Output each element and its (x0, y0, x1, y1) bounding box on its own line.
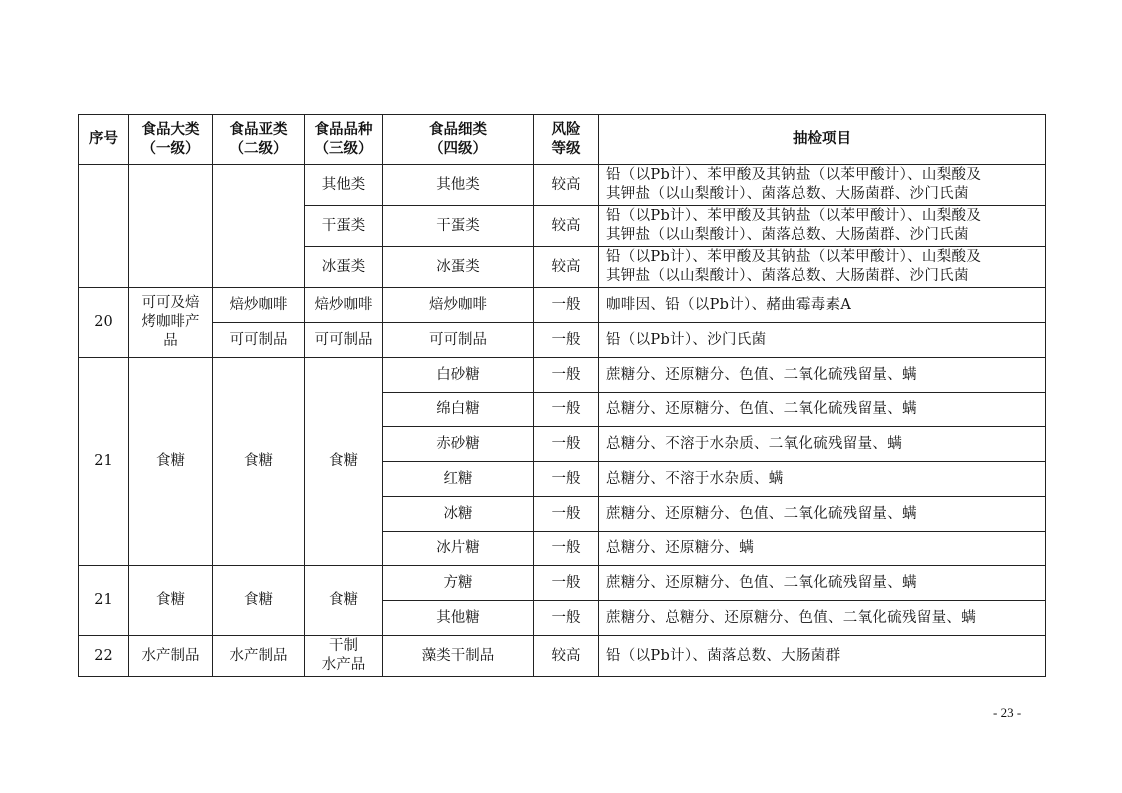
risk-cell: 较高 (534, 636, 599, 677)
risk-cell: 一般 (534, 532, 599, 566)
items-cell: 铅（以Pb计）、沙门氏菌 (599, 323, 1046, 358)
category-3-cell: 食糖 (305, 566, 383, 636)
category-2-cell: 可可制品 (213, 323, 305, 358)
category-2-cell: 食糖 (213, 566, 305, 636)
items-cell: 铅（以Pb计）、苯甲酸及其钠盐（以苯甲酸计）、山梨酸及 其钾盐（以山梨酸计）、菌落总数、大肠菌群、沙门氏菌 (599, 165, 1046, 206)
category-2-cell: 水产制品 (213, 636, 305, 677)
seq-cell (79, 165, 129, 288)
category-1-cell: 可可及焙 烤咖啡产 品 (129, 288, 213, 358)
items-cell: 铅（以Pb计）、菌落总数、大肠菌群 (599, 636, 1046, 677)
items-cell: 铅（以Pb计）、苯甲酸及其钠盐（以苯甲酸计）、山梨酸及 其钾盐（以山梨酸计）、菌落总数、大肠菌群、沙门氏菌 (599, 206, 1046, 247)
header-seq: 序号 (79, 115, 129, 165)
category-4-cell: 冰片糖 (383, 532, 534, 566)
category-3-cell: 冰蛋类 (305, 247, 383, 288)
category-4-cell: 冰糖 (383, 497, 534, 532)
table-row (79, 323, 1046, 358)
category-2-cell (213, 165, 305, 288)
header-inspection-items: 抽检项目 (599, 115, 1046, 165)
risk-cell: 一般 (534, 288, 599, 323)
category-1-cell: 水产制品 (129, 636, 213, 677)
table-row (79, 288, 1046, 323)
category-4-cell: 方糖 (383, 566, 534, 601)
header-category-2: 食品亚类 （二级） (213, 115, 305, 165)
risk-cell: 较高 (534, 165, 599, 206)
category-4-cell: 可可制品 (383, 323, 534, 358)
risk-cell: 一般 (534, 497, 599, 532)
items-cell: 蔗糖分、还原糖分、色值、二氧化硫残留量、螨 (599, 566, 1046, 601)
table-row (79, 358, 1046, 393)
seq-cell: 20 (79, 288, 129, 358)
category-4-cell: 绵白糖 (383, 393, 534, 427)
seq-cell: 21 (79, 566, 129, 636)
items-cell: 铅（以Pb计）、苯甲酸及其钠盐（以苯甲酸计）、山梨酸及 其钾盐（以山梨酸计）、菌落总数、大肠菌群、沙门氏菌 (599, 247, 1046, 288)
page-number: - 23 - (993, 705, 1022, 720)
seq-cell: 22 (79, 636, 129, 677)
table-row (79, 566, 1046, 601)
category-2-cell: 焙炒咖啡 (213, 288, 305, 323)
category-4-cell: 其他糖 (383, 601, 534, 636)
items-cell: 蔗糖分、总糖分、还原糖分、色值、二氧化硫残留量、螨 (599, 601, 1046, 636)
header-risk-level: 风险 等级 (534, 115, 599, 165)
risk-cell: 较高 (534, 247, 599, 288)
category-4-cell: 其他类 (383, 165, 534, 206)
risk-cell: 一般 (534, 323, 599, 358)
category-3-cell: 焙炒咖啡 (305, 288, 383, 323)
category-1-cell: 食糖 (129, 358, 213, 566)
category-2-cell: 食糖 (213, 358, 305, 566)
seq-cell: 21 (79, 358, 129, 566)
category-4-cell: 冰蛋类 (383, 247, 534, 288)
items-cell: 总糖分、不溶于水杂质、二氧化硫残留量、螨 (599, 427, 1046, 462)
risk-cell: 一般 (534, 393, 599, 427)
risk-cell: 一般 (534, 462, 599, 497)
category-3-cell: 干蛋类 (305, 206, 383, 247)
items-cell: 蔗糖分、还原糖分、色值、二氧化硫残留量、螨 (599, 497, 1046, 532)
category-4-cell: 白砂糖 (383, 358, 534, 393)
category-4-cell: 干蛋类 (383, 206, 534, 247)
risk-cell: 一般 (534, 427, 599, 462)
category-1-cell: 食糖 (129, 566, 213, 636)
category-4-cell: 焙炒咖啡 (383, 288, 534, 323)
header-category-1: 食品大类 （一级） (129, 115, 213, 165)
items-cell: 蔗糖分、还原糖分、色值、二氧化硫残留量、螨 (599, 358, 1046, 393)
category-4-cell: 赤砂糖 (383, 427, 534, 462)
category-3-cell: 其他类 (305, 165, 383, 206)
risk-cell: 一般 (534, 566, 599, 601)
risk-cell: 较高 (534, 206, 599, 247)
category-3-cell: 食糖 (305, 358, 383, 566)
category-3-cell: 可可制品 (305, 323, 383, 358)
category-4-cell: 红糖 (383, 462, 534, 497)
header-category-4: 食品细类 （四级） (383, 115, 534, 165)
risk-cell: 一般 (534, 358, 599, 393)
table-row (79, 165, 1046, 206)
items-cell: 总糖分、还原糖分、色值、二氧化硫残留量、螨 (599, 393, 1046, 427)
items-cell: 总糖分、还原糖分、螨 (599, 532, 1046, 566)
items-cell: 咖啡因、铅（以Pb计）、赭曲霉毒素A (599, 288, 1046, 323)
risk-cell: 一般 (534, 601, 599, 636)
category-3-cell: 干制 水产品 (305, 636, 383, 677)
header-category-3: 食品品种 （三级） (305, 115, 383, 165)
header-row (79, 115, 1046, 165)
category-1-cell (129, 165, 213, 288)
inspection-table (78, 114, 1046, 677)
category-4-cell: 藻类干制品 (383, 636, 534, 677)
items-cell: 总糖分、不溶于水杂质、螨 (599, 462, 1046, 497)
table-row (79, 636, 1046, 677)
